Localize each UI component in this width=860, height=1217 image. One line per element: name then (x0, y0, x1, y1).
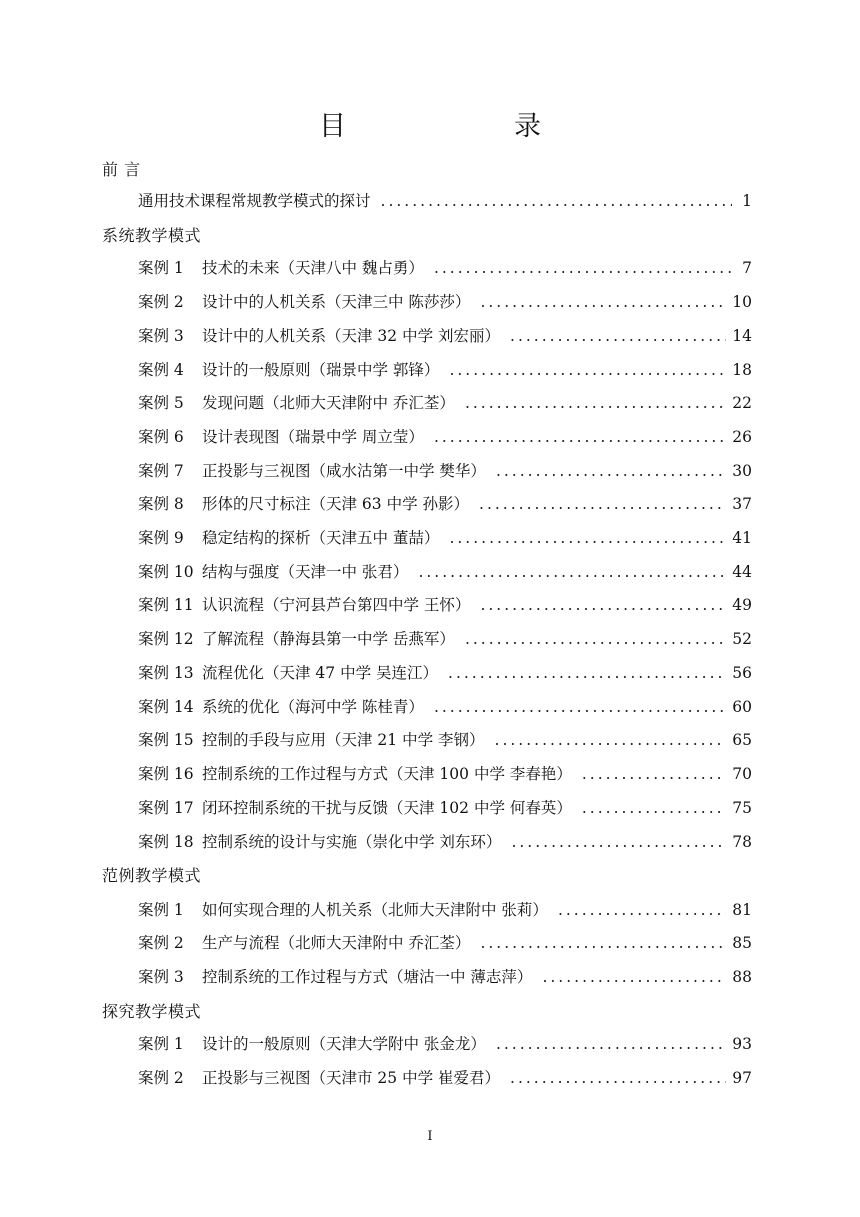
dot-leader (434, 259, 732, 277)
entry-title: 设计中的人机关系（天津三中 陈莎莎） (202, 293, 471, 311)
dot-leader (479, 495, 726, 513)
case-number: 案例 8 (138, 495, 184, 513)
entry-title: 控制系统的工作过程与方式（天津 100 中学 李春艳） (202, 765, 572, 783)
dot-leader (480, 934, 726, 952)
dot-leader (582, 799, 726, 817)
toc-entry[interactable] (138, 728, 752, 752)
case-number: 案例 10 (138, 563, 194, 581)
page-number: 49 (732, 596, 752, 614)
page-number: 85 (732, 934, 752, 952)
page-number: 37 (732, 495, 752, 513)
dot-leader (480, 293, 726, 311)
page-number: 56 (732, 664, 752, 682)
case-number: 案例 3 (138, 327, 184, 345)
page-number: 26 (732, 428, 752, 446)
dot-leader (434, 428, 726, 446)
entry-title: 控制系统的工作过程与方式（塘沽一中 薄志萍） (202, 968, 533, 986)
case-number: 案例 1 (138, 1035, 184, 1053)
toc-entry[interactable] (138, 931, 752, 955)
entry-title: 稳定结构的探析（天津五中 董喆） (202, 529, 440, 547)
case-number: 案例 16 (138, 765, 194, 783)
page-title: 目 录 (319, 111, 579, 142)
section-heading: 前 言 (102, 160, 141, 179)
dot-leader (511, 833, 726, 851)
toc-entry[interactable] (138, 324, 752, 348)
case-number: 案例 7 (138, 462, 184, 480)
entry-title: 系统的优化（海河中学 陈桂青） (202, 698, 424, 716)
page-number: 14 (732, 327, 752, 345)
case-number: 案例 11 (138, 596, 194, 614)
page-number: 30 (732, 462, 752, 480)
entry-title: 控制的手段与应用（天津 21 中学 李钢） (202, 731, 485, 749)
page-number: 93 (732, 1035, 752, 1053)
toc-entry[interactable] (138, 1032, 752, 1056)
dot-leader (449, 529, 726, 547)
toc-entry[interactable] (138, 593, 752, 617)
case-number: 案例 18 (138, 833, 194, 851)
toc-entry[interactable] (138, 425, 752, 449)
dot-leader (465, 630, 726, 648)
dot-leader (418, 563, 726, 581)
page-folio: I (427, 1129, 433, 1144)
entry-title: 通用技术课程常规教学模式的探讨 (138, 192, 371, 210)
dot-leader (434, 698, 726, 716)
entry-title: 设计的一般原则（天津大学附中 张金龙） (202, 1035, 486, 1053)
toc-entry[interactable] (138, 695, 752, 719)
page-number: 97 (732, 1069, 752, 1087)
toc-entry[interactable] (138, 965, 752, 989)
case-number: 案例 13 (138, 664, 194, 682)
page-number: 70 (732, 765, 752, 783)
page-number: 60 (732, 698, 752, 716)
dot-leader (448, 664, 726, 682)
dot-leader (582, 765, 726, 783)
entry-title: 技术的未来（天津八中 魏占勇） (202, 259, 424, 277)
page-number: 88 (732, 968, 752, 986)
entry-title: 结构与强度（天津一中 张君） (202, 563, 409, 581)
page-number: 81 (732, 901, 752, 919)
page-number: 65 (732, 731, 752, 749)
toc-entry[interactable] (138, 1066, 752, 1090)
dot-leader (510, 327, 726, 345)
page-number: 7 (742, 259, 752, 277)
dot-leader (381, 192, 732, 210)
case-number: 案例 6 (138, 428, 184, 446)
toc-entry[interactable] (138, 290, 752, 314)
toc-entry[interactable] (138, 256, 752, 280)
page-number: 18 (732, 361, 752, 379)
entry-title: 设计中的人机关系（天津 32 中学 刘宏丽） (202, 327, 501, 345)
section-heading: 范例教学模式 (102, 866, 202, 885)
case-number: 案例 5 (138, 394, 184, 412)
entry-title: 形体的尺寸标注（天津 63 中学 孙影） (202, 495, 470, 513)
page-number: 75 (732, 799, 752, 817)
entry-title: 流程优化（天津 47 中学 吴连江） (202, 664, 439, 682)
dot-leader (495, 731, 727, 749)
toc-entry[interactable] (138, 492, 752, 516)
dot-leader (496, 1035, 726, 1053)
page-number: 1 (742, 192, 752, 210)
dot-leader (510, 1069, 726, 1087)
toc-entry[interactable] (138, 830, 752, 854)
toc-entry[interactable] (138, 627, 752, 651)
dot-leader (449, 361, 726, 379)
page-number: 22 (732, 394, 752, 412)
toc-entry[interactable] (138, 762, 752, 786)
entry-title: 认识流程（宁河县芦台第四中学 王怀） (202, 596, 471, 614)
toc-entry[interactable] (138, 391, 752, 415)
case-number: 案例 3 (138, 968, 184, 986)
toc-entry[interactable] (138, 358, 752, 382)
section-heading: 探究教学模式 (102, 1002, 202, 1021)
page-number: 78 (732, 833, 752, 851)
dot-leader (496, 462, 726, 480)
dot-leader (542, 968, 726, 986)
entry-title: 正投影与三视图（天津市 25 中学 崔爱君） (202, 1069, 501, 1087)
case-number: 案例 2 (138, 934, 184, 952)
dot-leader (558, 901, 726, 919)
dot-leader (465, 394, 726, 412)
page-number: 10 (732, 293, 752, 311)
toc-entry[interactable] (138, 796, 752, 820)
section-heading: 系统教学模式 (102, 226, 202, 245)
case-number: 案例 14 (138, 698, 194, 716)
case-number: 案例 15 (138, 731, 194, 749)
entry-title: 了解流程（静海县第一中学 岳燕军） (202, 630, 455, 648)
entry-title: 如何实现合理的人机关系（北师大天津附中 张莉） (202, 901, 548, 919)
entry-title: 发现问题（北师大天津附中 乔汇荃） (202, 394, 455, 412)
toc-entry[interactable] (138, 459, 752, 483)
entry-title: 闭环控制系统的干扰与反馈（天津 102 中学 何春英） (202, 799, 572, 817)
page-number: 52 (732, 630, 752, 648)
entry-title: 设计的一般原则（瑞景中学 郭锋） (202, 361, 440, 379)
case-number: 案例 17 (138, 799, 194, 817)
toc-entry[interactable] (138, 189, 752, 213)
toc-entry[interactable] (138, 526, 752, 550)
case-number: 案例 4 (138, 361, 184, 379)
entry-title: 正投影与三视图（咸水沽第一中学 樊华） (202, 462, 486, 480)
toc-entry[interactable] (138, 560, 752, 584)
case-number: 案例 12 (138, 630, 194, 648)
dot-leader (480, 596, 726, 614)
entry-title: 设计表现图（瑞景中学 周立莹） (202, 428, 424, 446)
page-number: 41 (732, 529, 752, 547)
case-number: 案例 1 (138, 259, 184, 277)
toc-entry[interactable] (138, 661, 752, 685)
case-number: 案例 2 (138, 293, 184, 311)
toc-entry[interactable] (138, 898, 752, 922)
case-number: 案例 1 (138, 901, 184, 919)
case-number: 案例 2 (138, 1069, 184, 1087)
entry-title: 生产与流程（北师大天津附中 乔汇荃） (202, 934, 471, 952)
page-number: 44 (732, 563, 752, 581)
entry-title: 控制系统的设计与实施（崇化中学 刘东环） (202, 833, 502, 851)
case-number: 案例 9 (138, 529, 184, 547)
